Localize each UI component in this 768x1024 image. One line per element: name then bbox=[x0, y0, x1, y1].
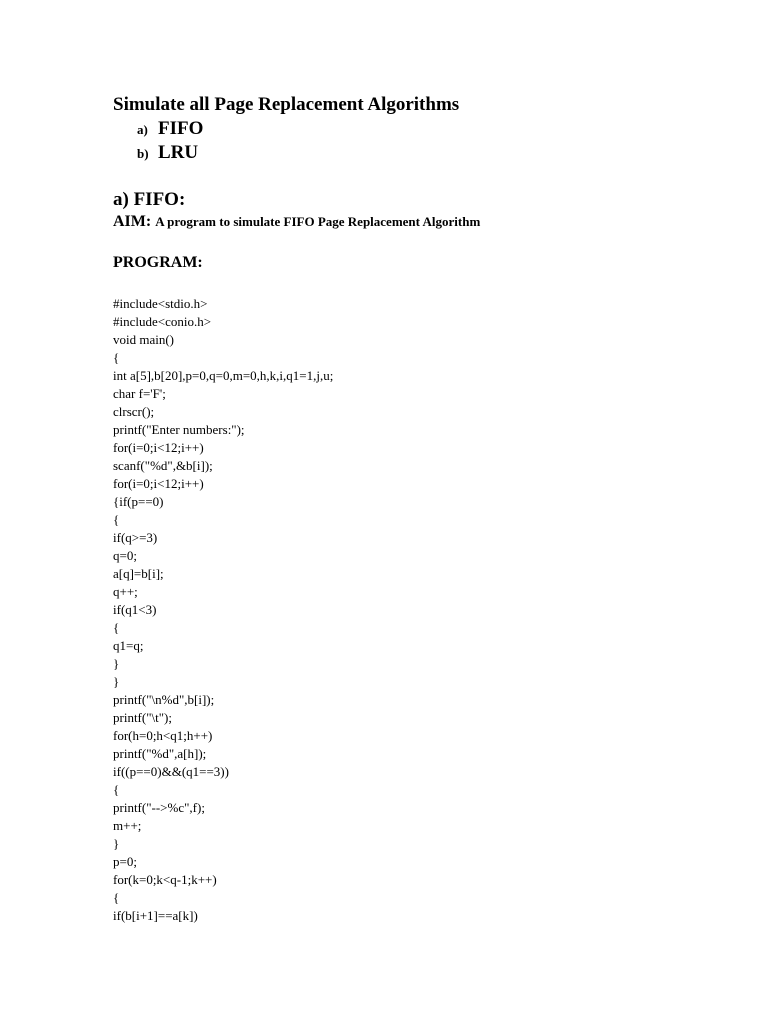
code-line: p=0; bbox=[113, 854, 137, 869]
code-line: { bbox=[113, 782, 120, 797]
code-line: if(q1<3) bbox=[113, 602, 157, 617]
code-line: int a[5],b[20],p=0,q=0,m=0,h,k,i,q1=1,j,u; bbox=[113, 368, 334, 383]
code-line: printf("-->%c",f); bbox=[113, 800, 205, 815]
code-line: } bbox=[113, 836, 120, 851]
code-line: } bbox=[113, 656, 120, 671]
code-line: { bbox=[113, 890, 120, 905]
code-line: { bbox=[113, 350, 120, 365]
code-line: printf("\t"); bbox=[113, 710, 172, 725]
program-heading: PROGRAM: bbox=[113, 254, 203, 271]
code-line: for(h=0;h<q1;h++) bbox=[113, 728, 213, 743]
code-block bbox=[113, 295, 333, 925]
code-line: for(i=0;i<12;i++) bbox=[113, 440, 204, 455]
code-line: {if(p==0) bbox=[113, 494, 164, 509]
code-line: for(k=0;k<q-1;k++) bbox=[113, 872, 217, 887]
code-line: q1=q; bbox=[113, 638, 144, 653]
code-line: printf("Enter numbers:"); bbox=[113, 422, 245, 437]
section-heading-fifo: a) FIFO: bbox=[113, 189, 186, 210]
code-line: { bbox=[113, 512, 120, 527]
code-line: void main() bbox=[113, 332, 175, 347]
code-line: q=0; bbox=[113, 548, 137, 563]
code-line: } bbox=[113, 674, 120, 689]
code-line: { bbox=[113, 620, 120, 635]
code-line: m++; bbox=[113, 818, 142, 833]
aim-text: A program to simulate FIFO Page Replacement Algorithm bbox=[155, 214, 481, 229]
aim-line bbox=[113, 213, 480, 231]
code-line: if(q>=3) bbox=[113, 530, 158, 545]
code-line: clrscr(); bbox=[113, 404, 155, 419]
document-title: Simulate all Page Replacement Algorithms bbox=[113, 94, 460, 115]
code-line: if(b[i+1]==a[k]) bbox=[113, 908, 198, 923]
toc-text: FIFO bbox=[158, 118, 204, 139]
code-line: printf("%d",a[h]); bbox=[113, 746, 207, 761]
code-line: for(i=0;i<12;i++) bbox=[113, 476, 204, 491]
code-line: a[q]=b[i]; bbox=[113, 566, 164, 581]
code-line: #include<conio.h> bbox=[113, 314, 212, 329]
code-line: printf("\n%d",b[i]); bbox=[113, 692, 215, 707]
toc-item-fifo bbox=[137, 118, 203, 140]
toc-marker: b) bbox=[137, 146, 149, 161]
code-line: scanf("%d",&b[i]); bbox=[113, 458, 213, 473]
aim-label: AIM: bbox=[113, 213, 152, 230]
toc-item-lru bbox=[137, 142, 198, 164]
code-line: #include<stdio.h> bbox=[113, 296, 208, 311]
code-line: if((p==0)&&(q1==3)) bbox=[113, 764, 229, 779]
toc-marker: a) bbox=[137, 122, 148, 137]
code-line: char f='F'; bbox=[113, 386, 166, 401]
code-line: q++; bbox=[113, 584, 138, 599]
toc-text: LRU bbox=[158, 142, 199, 163]
